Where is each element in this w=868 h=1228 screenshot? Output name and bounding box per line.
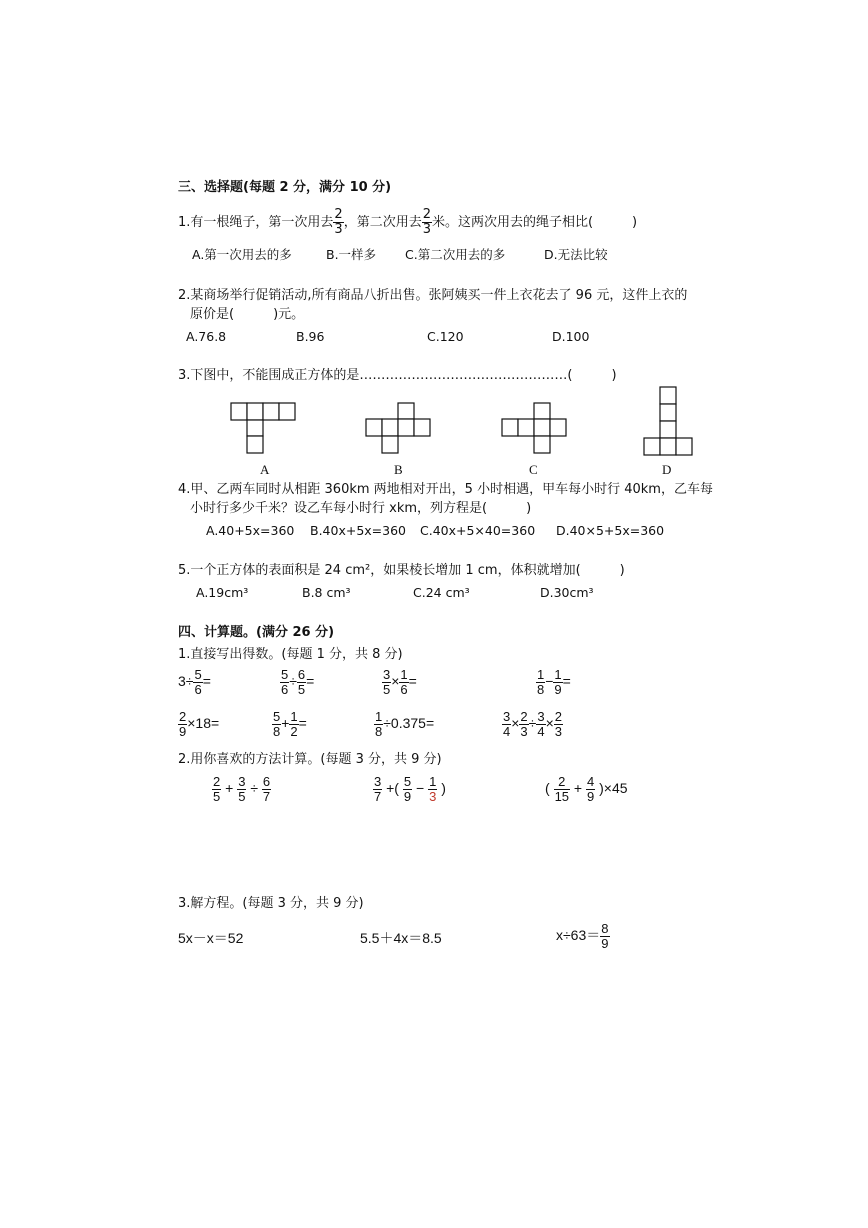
fraction-numerator: 5 <box>273 709 281 724</box>
fraction <box>519 710 528 739</box>
fraction-denominator: 3 <box>554 724 562 739</box>
fraction-numerator: 1 <box>554 667 562 682</box>
fraction-numerator: 1 <box>400 667 408 682</box>
operator: ÷ <box>528 715 537 732</box>
fraction-denominator: 3 <box>334 222 343 237</box>
fraction <box>502 710 511 739</box>
q1-stem-part-c: 米。这两次用去的绳子相比( ) <box>431 215 638 230</box>
fraction-numerator: 3 <box>537 709 545 724</box>
q1-option-b[interactable]: B.一样多 <box>326 247 377 262</box>
equals-sign: = <box>306 673 315 690</box>
fraction-denominator: 3 <box>520 724 528 739</box>
q1-stem-part-b: ，第二次用去 <box>343 215 422 230</box>
fraction <box>289 710 298 739</box>
fraction-denominator: 7 <box>374 789 382 804</box>
fraction-denominator: 6 <box>194 682 202 697</box>
fraction-numerator: 5 <box>194 667 202 682</box>
fraction <box>586 775 595 804</box>
q1-fraction-2 <box>422 208 432 237</box>
fraction-numerator: 5 <box>281 667 289 682</box>
oral-calc-1 <box>178 668 211 697</box>
fraction-denominator: 5 <box>383 682 391 697</box>
part-3-title: 3.解方程。(每题 3 分，共 9 分) <box>178 896 364 911</box>
q3-stem: 3.下图中，不能围成正方体的是…………………………………………( ) <box>178 368 617 383</box>
fraction-numerator: 8 <box>601 921 609 936</box>
equals-sign: = <box>408 673 417 690</box>
q1-option-a[interactable]: A.第一次用去的多 <box>192 247 292 262</box>
part-2-title: 2.用你喜欢的方法计算。(每题 3 分，共 9 分) <box>178 752 442 767</box>
fraction-denominator: 4 <box>503 724 511 739</box>
cube-net-c <box>502 402 572 454</box>
fraction <box>600 922 609 951</box>
fraction <box>280 668 289 697</box>
fraction-numerator: 3 <box>503 709 511 724</box>
q1-option-c[interactable]: C.第二次用去的多 <box>405 247 506 262</box>
fraction-denominator: 2 <box>290 724 298 739</box>
fraction-numerator: 2 <box>520 709 528 724</box>
q2-stem-line-1: 2.某商场举行促销活动,所有商品八折出售。张阿姨买一件上衣花去了 96 元，这件上衣的 <box>178 288 688 303</box>
fraction-numerator: 1 <box>429 774 437 789</box>
calc-expression-3 <box>545 775 628 804</box>
net-label-d[interactable]: D <box>662 462 672 477</box>
net-label-c[interactable]: C <box>529 462 538 477</box>
fraction-numerator: 6 <box>262 774 271 789</box>
equation-2: 5.5＋4x＝8.5 <box>360 930 442 946</box>
fraction <box>178 710 187 739</box>
fraction <box>262 775 271 804</box>
q4-option-d[interactable]: D.40×5+5x=360 <box>556 523 665 538</box>
closing-parenthesis: ) <box>441 780 446 797</box>
fraction-denominator: 9 <box>601 936 609 951</box>
expression-text: ÷0.375= <box>383 715 435 732</box>
equation-3 <box>556 922 610 951</box>
q5-option-d[interactable]: D.30cm³ <box>540 585 594 600</box>
fraction-numerator: 3 <box>383 667 391 682</box>
fraction-numerator: 2 <box>554 709 562 724</box>
q2-option-c[interactable]: C.120 <box>427 329 464 344</box>
fraction <box>237 775 246 804</box>
fraction-denominator: 7 <box>262 789 271 804</box>
fraction-numerator: 1 <box>537 667 545 682</box>
fraction-denominator: 5 <box>297 682 306 697</box>
q5-option-c[interactable]: C.24 cm³ <box>413 585 470 600</box>
fraction-numerator: 3 <box>238 774 246 789</box>
cube-net-d <box>643 386 699 456</box>
fraction-denominator: 9 <box>403 789 412 804</box>
fraction <box>536 668 545 697</box>
fraction-denominator: 15 <box>554 789 570 804</box>
equation-1: 5x－x＝52 <box>178 930 244 946</box>
fraction <box>382 668 391 697</box>
fraction-numerator: 6 <box>297 667 306 682</box>
q4-option-a[interactable]: A.40+5x=360 <box>206 523 295 538</box>
fraction <box>297 668 306 697</box>
fraction-numerator: 1 <box>375 709 383 724</box>
fraction-denominator: 8 <box>537 682 545 697</box>
operator: ÷ <box>289 673 297 690</box>
net-label-a[interactable]: A <box>260 462 270 477</box>
fraction <box>554 710 563 739</box>
oral-calc-5 <box>178 710 219 739</box>
equals-sign: = <box>298 715 307 732</box>
fraction-denominator: 4 <box>537 724 545 739</box>
equals-sign: = <box>562 673 571 690</box>
operator: + <box>573 780 583 797</box>
fraction-numerator: 2 <box>334 207 343 222</box>
fraction-denominator: 5 <box>213 789 221 804</box>
q1-stem <box>178 208 637 237</box>
calc-expression-2 <box>373 775 446 804</box>
q1-fraction-1 <box>333 208 343 237</box>
q5-option-a[interactable]: A.19cm³ <box>196 585 249 600</box>
fraction-denominator: 6 <box>281 682 289 697</box>
section-4-title: 四、计算题。(满分 26 分) <box>178 625 335 640</box>
fraction <box>193 668 202 697</box>
fraction-denominator: 9 <box>179 724 187 739</box>
operator: ÷ <box>250 780 259 797</box>
expression-text: x÷63＝ <box>556 927 601 944</box>
cube-net-a <box>230 402 300 454</box>
fraction-denominator: 3 <box>422 222 431 237</box>
expression-text: )×45 <box>599 780 628 797</box>
fraction-denominator: 3 <box>429 789 437 804</box>
fraction-denominator: 9 <box>554 682 562 697</box>
fraction <box>399 668 408 697</box>
operator: × <box>391 673 400 690</box>
fraction <box>428 775 437 804</box>
expression-text: ×18= <box>187 715 220 732</box>
fraction <box>272 710 281 739</box>
q4-stem-line-2: 小时行多少千米？设乙车每小时行 xkm，列方程是( ) <box>190 501 532 516</box>
operator: + <box>225 780 234 797</box>
fraction-numerator: 2 <box>558 774 566 789</box>
operator: − <box>545 673 554 690</box>
fraction <box>554 775 570 804</box>
operator: + <box>281 715 290 732</box>
q2-stem-line-2: 原价是( )元。 <box>190 307 305 322</box>
fraction-denominator: 8 <box>375 724 383 739</box>
oral-calc-2 <box>280 668 314 697</box>
q1-option-d[interactable]: D.无法比较 <box>544 247 608 262</box>
fraction-denominator: 9 <box>587 789 595 804</box>
opening-parenthesis: ( <box>545 780 550 797</box>
operator: × <box>511 715 520 732</box>
oral-calc-8 <box>502 710 563 739</box>
oral-calc-4 <box>536 668 571 697</box>
fraction <box>536 710 545 739</box>
fraction-numerator: 2 <box>422 207 431 222</box>
oral-calc-3 <box>382 668 417 697</box>
q4-option-c[interactable]: C.40x+5×40=360 <box>420 523 536 538</box>
oral-calc-6 <box>272 710 307 739</box>
net-label-b[interactable]: B <box>394 462 403 477</box>
fraction-denominator: 6 <box>400 682 408 697</box>
section-3-title: 三、选择题(每题 2 分，满分 10 分) <box>178 180 392 195</box>
q2-option-a[interactable]: A.76.8 <box>186 329 227 344</box>
calc-expression-1 <box>212 775 271 804</box>
oral-calc-7 <box>374 710 434 739</box>
fraction-numerator: 3 <box>374 774 382 789</box>
q2-option-b[interactable]: B.96 <box>296 329 325 344</box>
fraction-numerator: 2 <box>179 709 187 724</box>
fraction <box>553 668 562 697</box>
fraction <box>374 710 383 739</box>
part-1-title: 1.直接写出得数。(每题 1 分，共 8 分) <box>178 647 403 662</box>
operator: +( <box>386 780 399 797</box>
operator: − <box>415 780 425 797</box>
q5-option-b[interactable]: B.8 cm³ <box>302 585 351 600</box>
fraction-numerator: 2 <box>213 774 221 789</box>
fraction-denominator: 5 <box>238 789 246 804</box>
fraction-numerator: 4 <box>587 774 595 789</box>
operator: × <box>545 715 554 732</box>
fraction <box>403 775 412 804</box>
q2-option-d[interactable]: D.100 <box>552 329 590 344</box>
q4-stem-line-1: 4.甲、乙两车同时从相距 360km 两地相对开出，5 小时相遇，甲车每小时行 40km，乙车每 <box>178 482 713 497</box>
q4-option-b[interactable]: B.40x+5x=360 <box>310 523 407 538</box>
equals-sign: = <box>202 673 211 690</box>
q1-stem-part-a: 1.有一根绳子，第一次用去 <box>178 215 334 230</box>
expression-text: 3÷ <box>178 673 194 690</box>
fraction-denominator: 8 <box>273 724 281 739</box>
fraction <box>373 775 382 804</box>
cube-net-b <box>365 402 435 454</box>
fraction <box>212 775 221 804</box>
fraction-numerator: 1 <box>290 709 298 724</box>
q5-stem: 5.一个正方体的表面积是 24 cm²，如果棱长增加 1 cm，体积就增加( ) <box>178 563 625 578</box>
fraction-numerator: 5 <box>403 774 412 789</box>
